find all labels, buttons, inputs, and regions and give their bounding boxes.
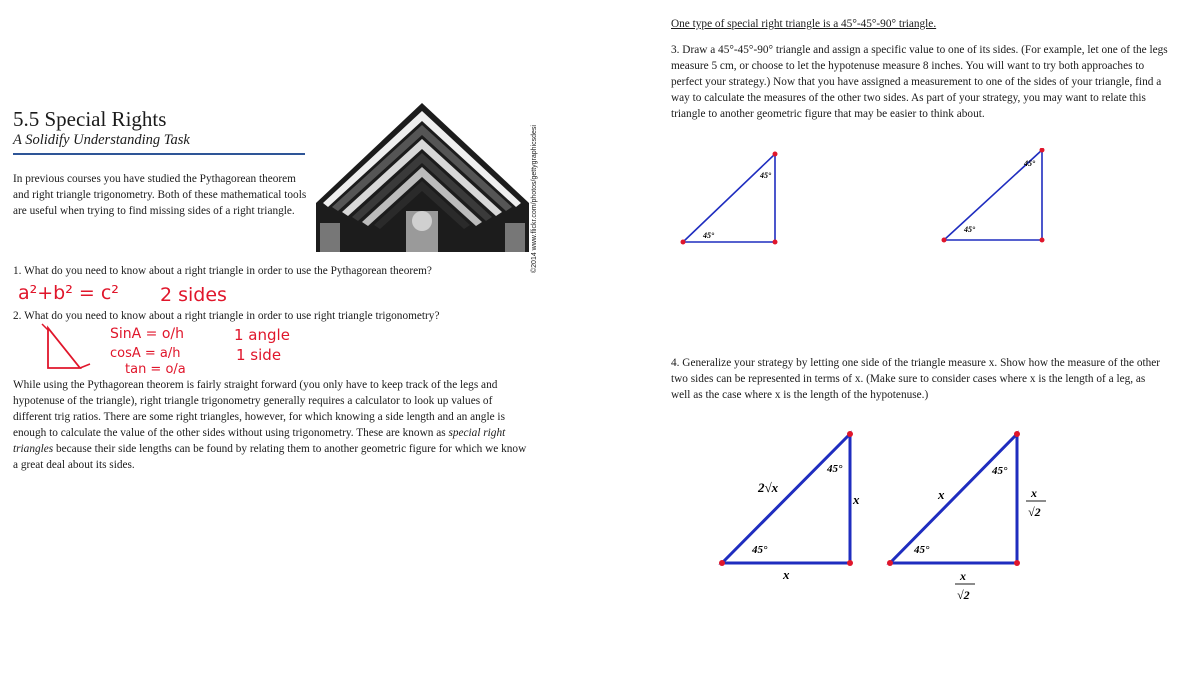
- angle-label-top: 45°: [992, 465, 1008, 477]
- bottom-leg-label: x: [783, 567, 790, 582]
- page-subtitle: A Solidify Understanding Task: [13, 132, 190, 148]
- large-triangle-hyp-x: [880, 426, 1060, 606]
- small-triangle-left: [675, 148, 785, 248]
- small-triangle-right: [936, 148, 1046, 248]
- title-underline: [13, 153, 305, 155]
- handwritten-triangle-sketch: [30, 320, 100, 380]
- right-leg-label: x: [853, 492, 860, 507]
- handwritten-tangent: tan = o/a: [125, 362, 186, 377]
- handwritten-two-sides: 2 sides: [160, 284, 227, 306]
- angle-label-bottom: 45°: [914, 544, 930, 556]
- question-2: 2. What do you need to know about a right triangle in order to use right triangle trigonometry?: [13, 310, 440, 322]
- right-leg-denominator: √2: [1028, 505, 1041, 519]
- angle-label-top: 45°: [827, 463, 843, 475]
- bottom-leg-denominator: √2: [957, 588, 970, 602]
- photo-credit: ©2014 www.flickr.com/photos/gettygraphicsdesi: [531, 125, 538, 273]
- angle-label-bottom: 45°: [703, 231, 715, 240]
- question-4: 4. Generalize your strategy by letting one side of the triangle measure x. Show how the measure of the other two sides can be represented in terms of x. (Make sure to consider cases where x is the length of a leg, as well as the case where x is the length of the hypotenuse.): [671, 357, 1161, 401]
- building-corner-photo: [316, 103, 529, 252]
- page-title: 5.5 Special Rights: [13, 107, 167, 131]
- handwritten-cosine: cosA = a/h: [110, 346, 181, 361]
- body-paragraph: While using the Pythagorean theorem is fairly straight forward (you only have to keep track of the legs and hypotenuse of the triangle), right triangle trigonometry generally requires a calculator to look up values of different trig ratios. There are some right triangles, however, for which knowing a side length and an angle is enough to calculate the value of the other sides without using trigonometry. These are known as special right triangles because their side lengths can be found by relating them to another geometric figure for which we know a great deal about its sides.: [13, 379, 527, 471]
- intro-paragraph: In previous courses you have studied the Pythagorean theorem and right triangle trigonometry. Both of these mathematical tools are useful when trying to find missing sides of a right triangle.: [13, 173, 307, 217]
- handwritten-one-angle: 1 angle: [234, 326, 290, 344]
- angle-label-top: 45°: [1024, 159, 1036, 168]
- angle-label-bottom: 45°: [752, 544, 768, 556]
- angle-label-top: 45°: [760, 171, 772, 180]
- handwritten-one-side: 1 side: [236, 346, 282, 364]
- question-3: 3. Draw a 45°-45°-90° triangle and assign a specific value to one of its sides. (For example, let one of the legs measure 5 cm, or choose to let the hypotenuse measure 8 inches. You will want to try both approaches to perfect your strategy.) Now that you have assigned a measurement to one of the sides of your triangle, find a way to calculate the measures of the other two sides. As part of your strategy, you may want to relate this triangle to another geometric figure that may be easier to think about.: [671, 44, 1168, 120]
- right-leg-numerator: x: [1031, 486, 1037, 500]
- special-triangle-heading: One type of special right triangle is a 45°-45°-90° triangle.: [671, 18, 937, 30]
- handwritten-pythagorean-formula: a²+b² = c²: [18, 282, 119, 304]
- bottom-leg-numerator: x: [960, 569, 966, 583]
- hypotenuse-label: x: [938, 487, 945, 502]
- angle-label-bottom: 45°: [964, 225, 976, 234]
- handwritten-sine: SinA = o/h: [110, 326, 185, 342]
- large-triangle-leg-x: [710, 426, 870, 586]
- hypotenuse-label: 2√x: [758, 480, 779, 495]
- question-1: 1. What do you need to know about a right triangle in order to use the Pythagorean theorem?: [13, 265, 432, 277]
